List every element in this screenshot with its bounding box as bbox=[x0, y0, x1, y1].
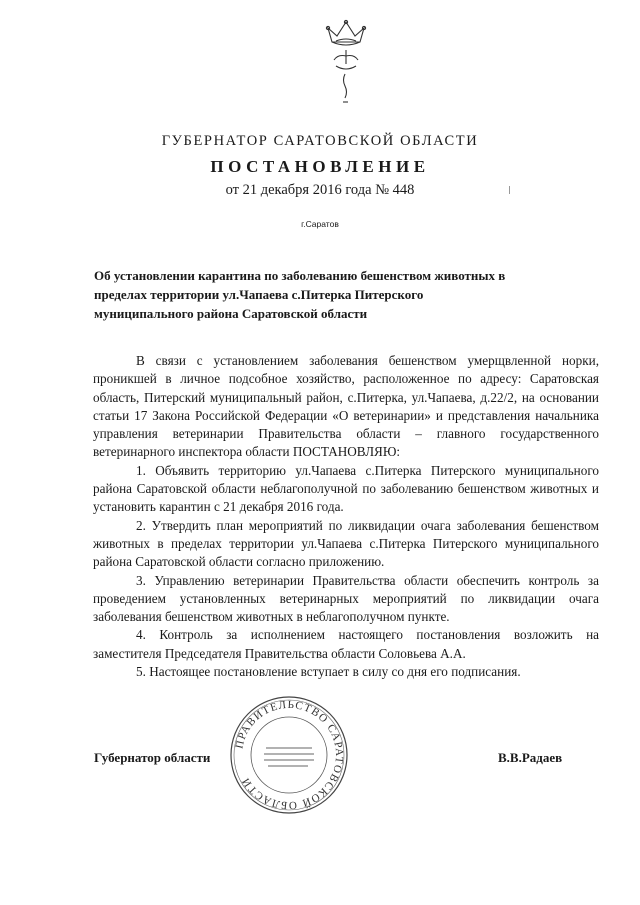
list-item: 2. Утвердить план мероприятий по ликвидации очага заболевания бешенством животных в пределах территории ул.Чапаева с.Питерка Питерского муниципального района Саратовской области согласно приложению. bbox=[93, 517, 599, 570]
list-item: 5. Настоящее постановление вступает в силу со дня его подписания. bbox=[136, 664, 521, 680]
government-heading: ГУБЕРНАТОР САРАТОВСКОЙ ОБЛАСТИ bbox=[161, 133, 479, 149]
document-type-title: ПОСТАНОВЛЕНИЕ bbox=[210, 157, 430, 176]
signature-name: В.В.Радаев bbox=[498, 750, 563, 765]
document-subject: Об установлении карантина по заболеванию бешенством животных в пределах территории ул.Чапаева с.Питерка Питерского муниципального района Саратовской области bbox=[94, 268, 506, 321]
list-item: 1. Объявить территорию ул.Чапаева с.Питерка Питерского муниципального района Саратовской области неблагополучной по заболеванию бешенством животных и установить карантин с 21 декабря 2016 года. bbox=[93, 462, 599, 515]
svg-text:ПРАВИТЕЛЬСТВО САРАТОВСКОЙ ОБЛА: ПРАВИТЕЛЬСТВО САРАТОВСКОЙ ОБЛАСТИ bbox=[233, 698, 346, 812]
document-body bbox=[93, 352, 599, 681]
margin-mark bbox=[509, 186, 510, 194]
preamble-paragraph: В связи с установлением заболевания бешенством умерщвленной норки, проникшей в личное подсобное хозяйство, расположенное по адресу: Саратовская область, Питерский муниципальный район, с.Питерка, ул.Чапаева, д.22/2, на основании статьи 17 Закона Российской Федерации «О ветеринарии» и представления начальника управления ветеринарии Правительства области – главного государственного ветеринарного инспектора области ПОСТАНОВЛЯЮ: bbox=[93, 353, 599, 460]
list-item: 3. Управлению ветеринарии Правительства области обеспечить контроль за проведением установленных ветеринарных мероприятий по ликвидации очага заболевания бешенством животных в неблагополучном пункте. bbox=[93, 572, 599, 625]
list-item: 4. Контроль за исполнением настоящего постановления возложить на заместителя Председателя Правительства области Соловьева А.А. bbox=[93, 627, 599, 661]
signature-title: Губернатор области bbox=[94, 750, 211, 765]
city-label: г.Саратов bbox=[301, 219, 339, 229]
document-date-number: от 21 декабря 2016 года № 448 bbox=[225, 182, 415, 198]
crown-emblem-icon bbox=[318, 14, 374, 114]
official-seal-icon bbox=[228, 694, 350, 816]
